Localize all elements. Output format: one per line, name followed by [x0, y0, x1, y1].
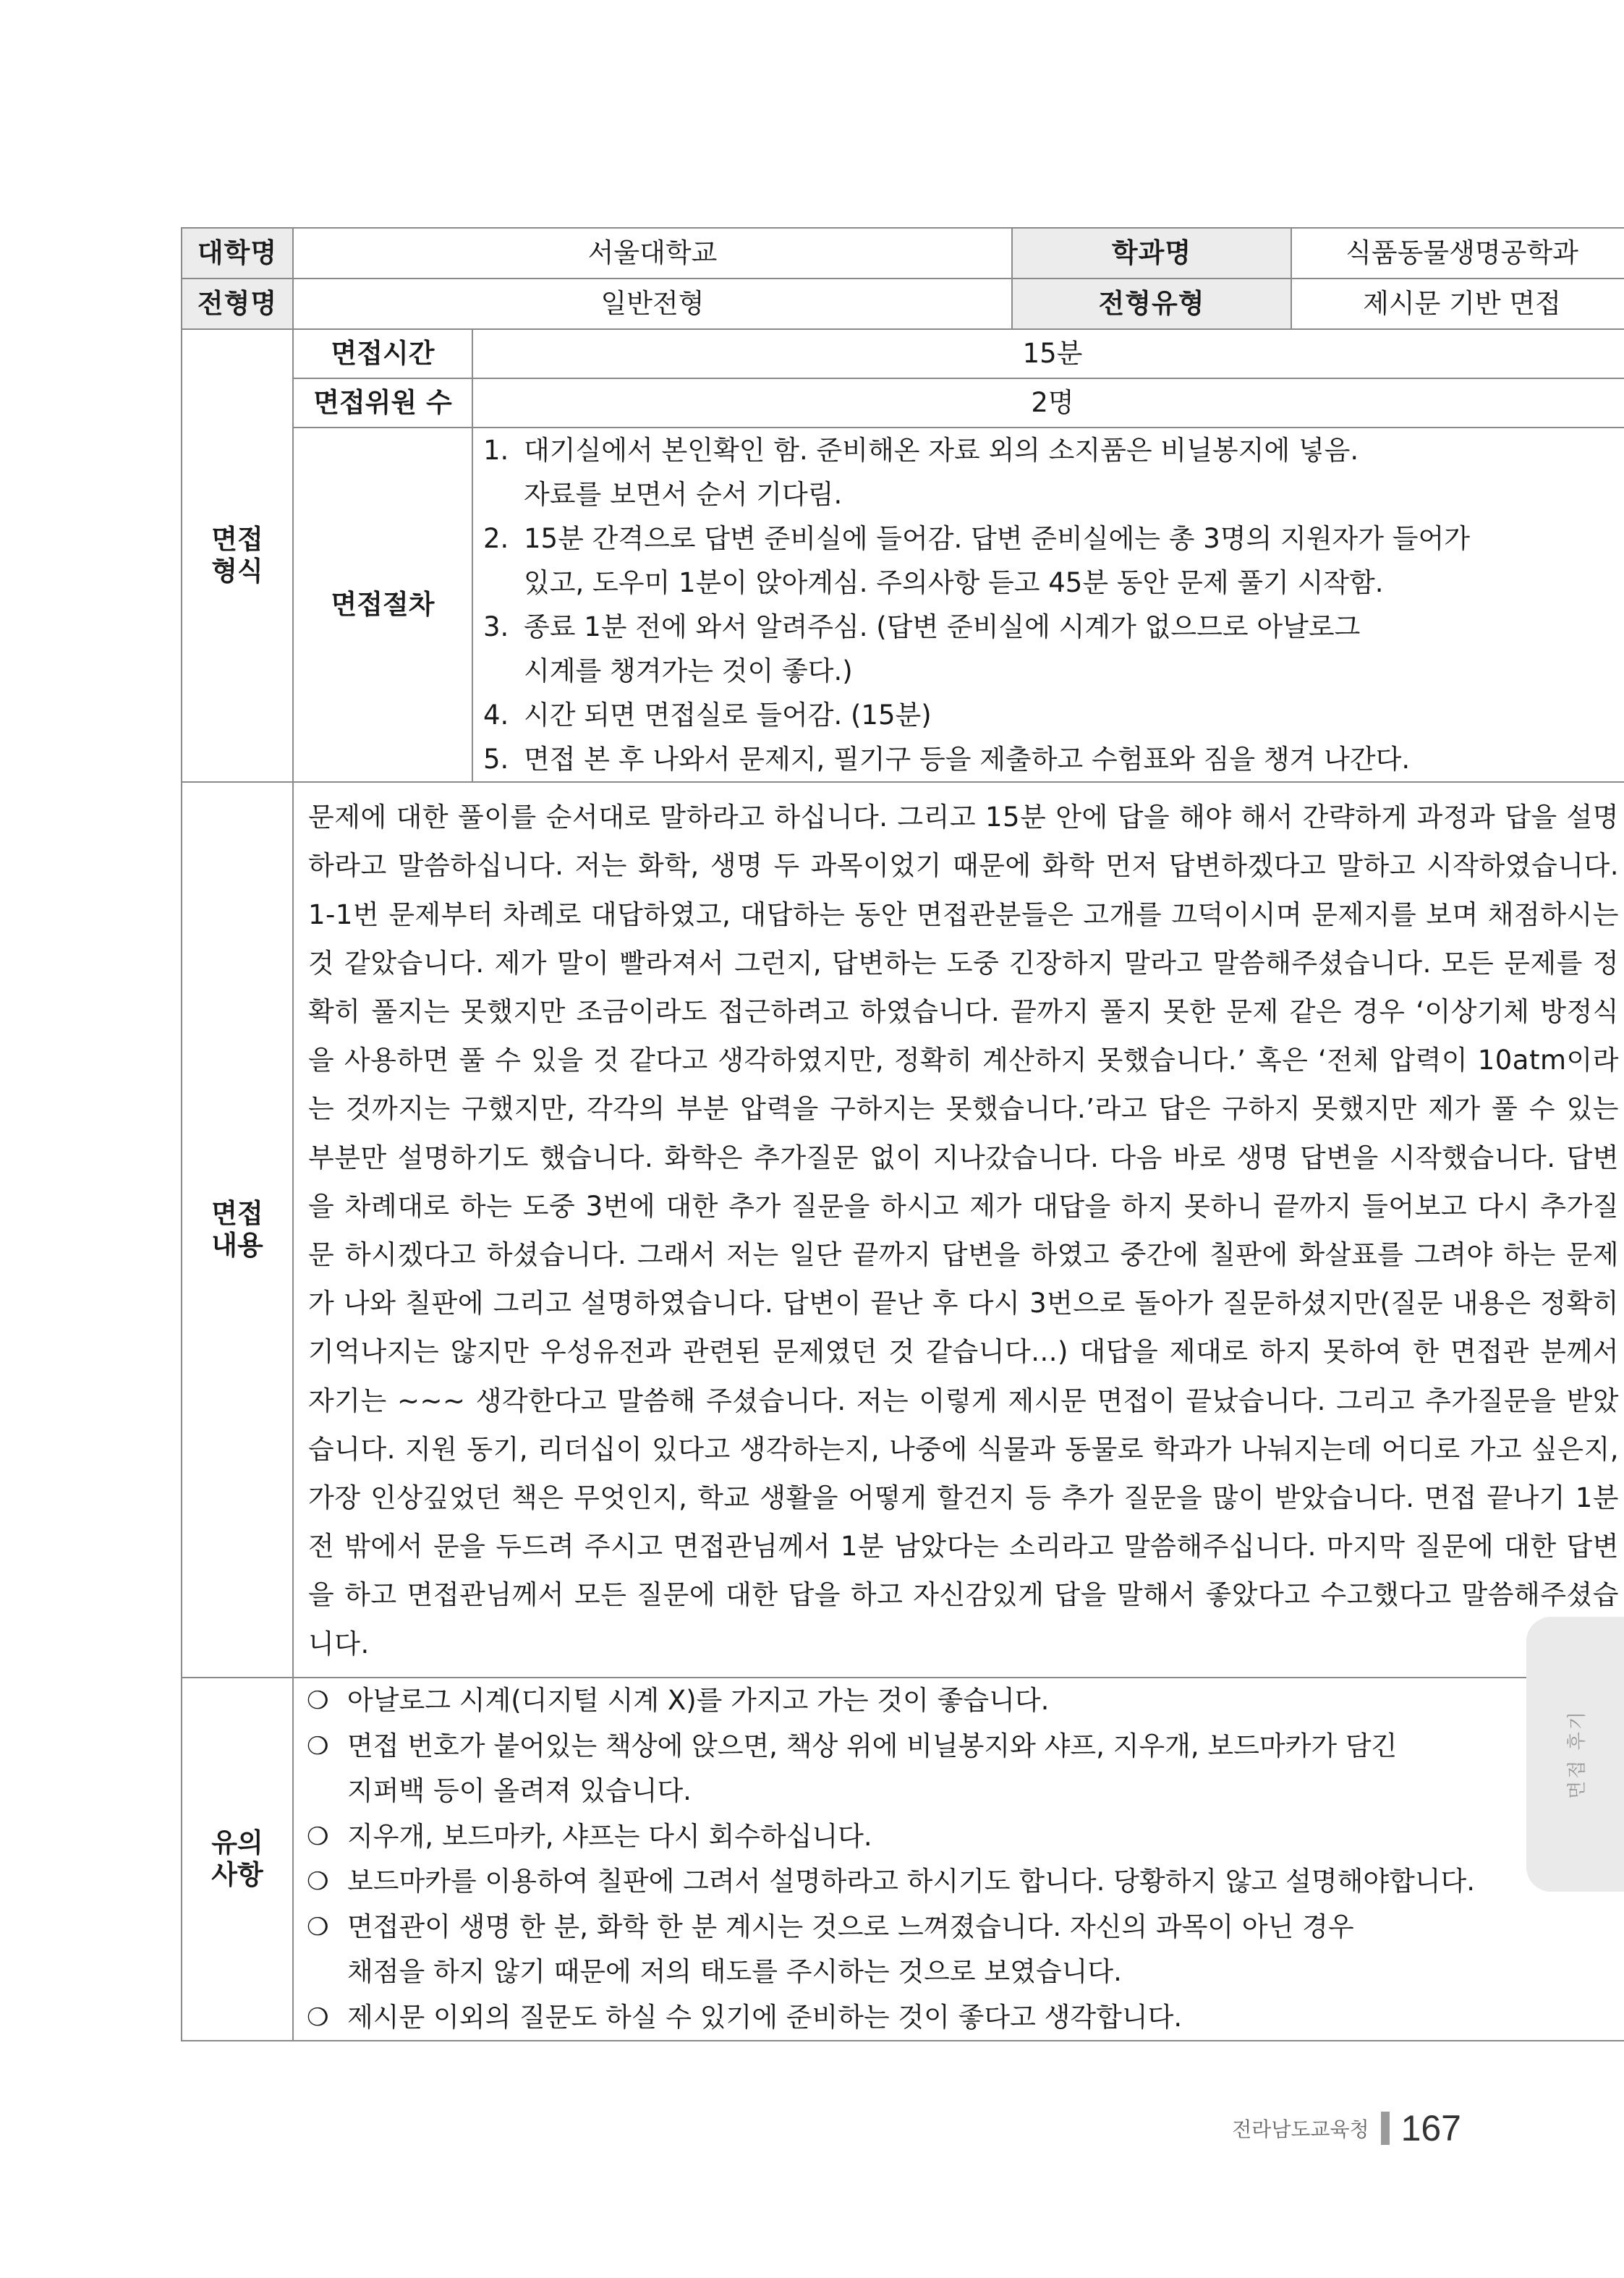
procedure-row	[182, 428, 1624, 782]
notes-label-line1: 유의	[211, 1827, 263, 1858]
procedure-step-number: 1.	[483, 435, 509, 466]
circle-bullet-icon: ❍	[307, 2002, 329, 2032]
procedure-cell	[472, 428, 1624, 782]
department-value: 식품동물생명공학과	[1291, 228, 1624, 279]
content-cell	[293, 782, 1624, 1678]
note-text: 제시문 이외의 질문도 하실 수 있기에 준비하는 것이 좋다고 생각합니다.	[347, 2001, 1183, 2033]
procedure-step-text: 15분 간격으로 답변 준비실에 들어감. 답변 준비실에는 총 3명의 지원자가 들어가	[524, 523, 1470, 554]
procedure-step-number: 2.	[483, 523, 509, 554]
note-text: 아날로그 시계(디지털 시계 X)를 가지고 가는 것이 좋습니다.	[347, 1685, 1050, 1716]
procedure-label: 면접절차	[293, 428, 472, 782]
procedure-step-text: 면접 본 후 나와서 문제지, 필기구 등을 제출하고 수험표와 짐을 챙겨 나간다.	[524, 744, 1411, 775]
procedure-step-number: 4.	[483, 700, 509, 731]
footer-org: 전라남도교육청	[1232, 2117, 1369, 2141]
procedure-step-number: 3.	[483, 611, 509, 642]
procedure-step-text: 시간 되면 면접실로 들어감. (15분)	[524, 700, 932, 731]
note-text: 채점을 하지 않기 때문에 저의 태도를 주시하는 것으로 보였습니다.	[347, 1956, 1122, 1987]
notes-list	[294, 1678, 1624, 2040]
content-label-line2: 내용	[211, 1230, 263, 1261]
procedure-step	[483, 517, 1620, 605]
format-label-line1: 면접	[211, 523, 263, 555]
university-label: 대학명	[182, 228, 293, 279]
note-text: 지우개, 보드마카, 샤프는 다시 회수하십니다.	[347, 1820, 872, 1852]
circle-bullet-icon: ❍	[307, 1731, 329, 1761]
note-item	[304, 1905, 1620, 1995]
format-section-label	[182, 329, 293, 782]
university-value: 서울대학교	[293, 228, 1012, 279]
interviewers-value: 2명	[472, 378, 1624, 428]
interview-review-table	[181, 227, 1624, 2041]
content-section-label	[182, 782, 293, 1678]
side-tab-label: 면접 후기	[1566, 1709, 1589, 1799]
note-text: 면접 번호가 붙어있는 책상에 앉으면, 책상 위에 비닐봉지와 샤프, 지우개, 보드마카가 담긴	[347, 1730, 1398, 1761]
note-item	[304, 1678, 1620, 1724]
time-row	[182, 329, 1624, 378]
procedure-step-text: 시계를 챙겨가는 것이 좋다.)	[524, 655, 853, 687]
procedure-step-text: 있고, 도우미 1분이 앉아계심. 주의사항 듣고 45분 동안 문제 풀기 시작함.	[524, 567, 1384, 598]
circle-bullet-icon: ❍	[307, 1912, 329, 1942]
side-tab	[1526, 1617, 1624, 1892]
page-number: 167	[1400, 2108, 1461, 2149]
note-item	[304, 1995, 1620, 2041]
procedure-step-text: 종료 1분 전에 와서 알려주심. (답변 준비실에 시계가 없으므로 아날로그	[524, 611, 1361, 642]
admission-type-label: 전형유형	[1012, 279, 1291, 329]
note-item	[304, 1859, 1620, 1905]
department-label: 학과명	[1012, 228, 1291, 279]
note-text: 면접관이 생명 한 분, 화학 한 분 계시는 것으로 느껴졌습니다. 자신의 과목이 아닌 경우	[347, 1911, 1354, 1942]
content-label-line1: 면접	[211, 1197, 263, 1229]
circle-bullet-icon: ❍	[307, 1822, 329, 1851]
note-item	[304, 1814, 1620, 1860]
time-value: 15분	[472, 329, 1624, 378]
note-text: 지퍼백 등이 올려져 있습니다.	[347, 1775, 692, 1806]
circle-bullet-icon: ❍	[307, 1686, 329, 1715]
interviewers-label: 면접위원 수	[293, 378, 472, 428]
admission-value: 일반전형	[293, 279, 1012, 329]
content-row	[182, 782, 1624, 1678]
format-label-line2: 형식	[211, 556, 263, 587]
footer-divider	[1381, 2112, 1390, 2145]
time-label: 면접시간	[293, 329, 472, 378]
procedure-step	[483, 737, 1620, 781]
note-item	[304, 1724, 1620, 1814]
procedure-step	[483, 693, 1620, 737]
admission-type-value: 제시문 기반 면접	[1291, 279, 1624, 329]
admission-label: 전형명	[182, 279, 293, 329]
procedure-step-text: 자료를 보면서 순서 기다림.	[524, 479, 843, 510]
notes-cell	[293, 1678, 1624, 2041]
note-text: 보드마카를 이용하여 칠판에 그려서 설명하라고 하시기도 합니다. 당황하지 않고 설명해야합니다.	[347, 1866, 1476, 1897]
notes-section-label	[182, 1678, 293, 2041]
interviewers-row	[182, 378, 1624, 428]
procedure-step	[483, 428, 1620, 517]
page-footer	[1232, 2107, 1461, 2150]
circle-bullet-icon: ❍	[307, 1867, 329, 1896]
notes-label-line2: 사항	[211, 1859, 263, 1890]
notes-row	[182, 1678, 1624, 2041]
procedure-step-text: 대기실에서 본인확인 함. 준비해온 자료 외의 소지품은 비닐봉지에 넣음.	[524, 435, 1359, 466]
admission-row	[182, 279, 1624, 329]
procedure-step-number: 5.	[483, 744, 509, 775]
procedure-list	[473, 428, 1624, 781]
procedure-step	[483, 605, 1620, 693]
university-row	[182, 228, 1624, 279]
content-text: 문제에 대한 풀이를 순서대로 말하라고 하십니다. 그리고 15분 안에 답을 해야 해서 간략하게 과정과 답을 설명하라고 말씀하십니다. 저는 화학, 생명 두 과목이었기 때문에 화학 먼저 답변하겠다고 말하고 시작하였습니다. 1-1번 문제부터 차례로 대답하였고, 대답하는 동안 면접관분들은 고개를 끄덕이시며 문제지를 보며 채점하시는 것 같았습니다. 제가 말이 빨라져서 그런지, 답변하는 도중 긴장하지 말라고 말씀해주셨습니다. 모든 문제를 정확히 풀지는 못했지만 조금이라도 접근하려고 하였습니다. 끝까지 풀지 못한 문제 같은 경우 ‘이상기체 방정식을 사용하면 풀 수 있을 것 같다고 생각하였지만, 정확히 계산하지 못했습니다.’ 혹은 ‘전체 압력이 10atm이라는 것까지는 구했지만, 각각의 부분 압력을 구하지는 못했습니다.’라고 답은 구하지 못했지만 제가 풀 수 있는 부분만 설명하기도 했습니다. 화학은 추가질문 없이 지나갔습니다. 다음 바로 생명 답변을 시작했습니다. 답변을 차례대로 하는 도중 3번에 대한 추가 질문을 하시고 제가 대답을 하지 못하니 끝까지 들어보고 다시 추가질문 하시겠다고 하셨습니다. 그래서 저는 일단 끝까지 답변을 하였고 중간에 칠판에 화살표를 그려야 하는 문제가 나와 칠판에 그리고 설명하였습니다. 답변이 끝난 후 다시 3번으로 돌아가 질문하셨지만(질문 내용은 정확히 기억나지는 않지만 우성유전과 관련된 문제였던 것 같습니다...) 대답을 제대로 하지 못하여 한 면접관 분께서 자기는 ~~~ 생각한다고 말씀해 주셨습니다. 저는 이렇게 제시문 면접이 끝났습니다. 그리고 추가질문을 받았습니다. 지원 동기, 리더십이 있다고 생각하는지, 나중에 식물과 동물로 학과가 나눠지는데 어디로 가고 싶은지, 가장 인상깊었던 책은 무엇인지, 학교 생활을 어떻게 할건지 등 추가 질문을 많이 받았습니다. 면접 끝나기 1분 전 밖에서 문을 두드려 주시고 면접관님께서 1분 남았다는 소리라고 말씀해주십니다. 마지막 질문에 대한 답변을 하고 면접관님께서 모든 질문에 대한 답을 하고 자신감있게 답을 말해서 좋았다고 수고했다고 말씀해주셨습니다.	[308, 802, 1619, 1659]
